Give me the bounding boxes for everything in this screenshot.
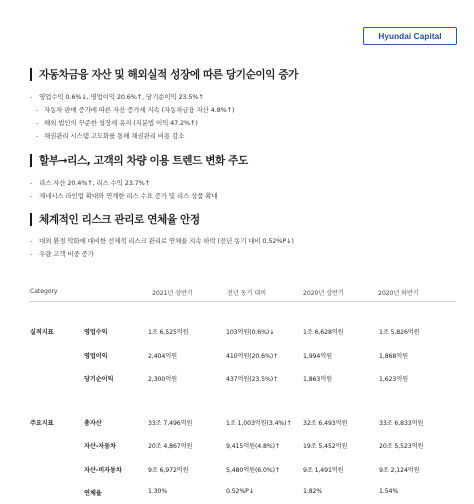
heading-bar bbox=[30, 68, 32, 81]
cell-2021-h1: 33조 7,496억원 bbox=[148, 419, 193, 427]
group-spacer bbox=[30, 390, 456, 410]
cell-2020-h1: 1조 6,628억원 bbox=[303, 329, 344, 336]
table-row bbox=[30, 480, 456, 504]
cell-yoy: 437억원(23.5%)↑ bbox=[226, 376, 279, 383]
section-net-income bbox=[30, 66, 298, 146]
cell-2020-h2: 1조 5,826억원 bbox=[379, 329, 420, 336]
bullet-list bbox=[30, 180, 248, 206]
section-heading bbox=[30, 66, 298, 82]
table-row bbox=[30, 343, 456, 367]
header-2021-h1: 2021년 상반기 bbox=[152, 290, 193, 297]
cell-2020-h1: 1.82% bbox=[303, 488, 323, 495]
cell-2020-h1: 9조 1,491억원 bbox=[303, 466, 344, 474]
cell-2020-h1: 32조 6,493억원 bbox=[303, 419, 348, 427]
section-lease-trend bbox=[30, 152, 248, 206]
row-label: 연체율 bbox=[84, 490, 102, 497]
bullet-text: 해외 법인의 꾸준한 성장세 유지 (지분법 이익 47.2%↑) bbox=[44, 119, 198, 127]
cell-2020-h2: 1.54% bbox=[379, 488, 399, 495]
group-label: 실적지표 bbox=[30, 329, 54, 336]
row-label: 자산-자동차 bbox=[84, 443, 116, 450]
cell-yoy: 1조 1,003억원(3.4%)↑ bbox=[226, 419, 292, 427]
header-2020-h2: 2020년 하반기 bbox=[378, 290, 419, 297]
header-yoy: 전년 동기 대비 bbox=[227, 290, 266, 297]
bullet-list bbox=[30, 94, 298, 146]
dash-marker: - bbox=[30, 192, 33, 200]
row-label: 영업수익 bbox=[84, 329, 108, 336]
heading-bar bbox=[30, 213, 32, 226]
bullet-text: 영업수익 0.6%↓, 영업이익 20.6%↑, 당기순이익 23.5%↑ bbox=[39, 93, 204, 101]
table-row bbox=[30, 410, 456, 434]
bullet-text: 자동차 판매 증가에 따른 자산 증가세 지속 (자동차금융 자산 4.8%↑) bbox=[44, 106, 235, 114]
section-heading bbox=[30, 152, 248, 168]
bullet-text: 리스 자산 20.4%↑, 리스 수익 23.7%↑ bbox=[39, 179, 150, 187]
cell-2020-h2: 20조 5,523억원 bbox=[379, 443, 424, 450]
dash-marker: - bbox=[30, 250, 33, 258]
dash-marker: - bbox=[36, 132, 39, 140]
cell-2021-h1: 20조 4,867억원 bbox=[148, 443, 193, 450]
cell-2021-h1: 1조 6,525억원 bbox=[148, 329, 189, 336]
section-risk-management bbox=[30, 211, 294, 264]
bullet-item bbox=[30, 193, 248, 206]
heading-bar bbox=[30, 154, 32, 167]
table-row bbox=[30, 366, 456, 390]
cell-2020-h1: 1,994억원 bbox=[303, 352, 332, 360]
group-label: 주요지표 bbox=[30, 419, 54, 427]
cell-yoy: 0.52%P↓ bbox=[226, 488, 254, 495]
sub-bullet-item bbox=[30, 133, 298, 146]
section-title: 할부→리스, 고객의 차량 이용 트렌드 변화 주도 bbox=[39, 154, 248, 167]
cell-yoy: 410억원(20.6%)↑ bbox=[226, 352, 279, 360]
bullet-text: 우량 고객 비중 증가 bbox=[39, 250, 94, 258]
row-label: 총자산 bbox=[84, 419, 102, 427]
header-category: Category bbox=[30, 288, 58, 295]
bullet-text: 제네시스 라인업 확대와 연계한 리스 수요 증가 및 리스 상품 확대 bbox=[39, 192, 218, 200]
bullet-text: 대외 환경 악화에 대비한 선제적 리스크 관리로 연체율 지속 하락 (전년 동기 대비 0.52%P↓) bbox=[39, 237, 294, 245]
cell-2020-h2: 33조 6,833억원 bbox=[379, 419, 424, 427]
cell-2021-h1: 2,300억원 bbox=[148, 376, 177, 383]
section-heading bbox=[30, 211, 294, 227]
cell-2020-h2: 1,623억원 bbox=[379, 376, 408, 383]
row-label: 영업이익 bbox=[84, 352, 108, 360]
section-title: 자동차금융 자산 및 해외실적 성장에 따른 당기순이익 증가 bbox=[39, 68, 299, 81]
cell-yoy: 5,480억원(6.0%)↑ bbox=[226, 466, 280, 474]
table-row bbox=[30, 319, 456, 343]
cell-2021-h1: 2,404억원 bbox=[148, 352, 177, 360]
dash-marker: - bbox=[36, 119, 39, 127]
header-2020-h1: 2020년 상반기 bbox=[303, 290, 344, 297]
row-label: 자산-비자동차 bbox=[84, 466, 122, 474]
bullet-item bbox=[30, 251, 294, 264]
cell-2020-h1: 19조 5,452억원 bbox=[303, 443, 348, 450]
table-header-row bbox=[30, 282, 456, 302]
bullet-list bbox=[30, 238, 294, 264]
cell-2020-h1: 1,863억원 bbox=[303, 376, 332, 383]
cell-yoy: 9,415억원(4.8%)↑ bbox=[226, 443, 280, 450]
section-title: 체계적인 리스크 관리로 연체율 안정 bbox=[39, 213, 200, 226]
cell-2020-h2: 9조 2,124억원 bbox=[379, 466, 420, 474]
dash-marker: - bbox=[36, 106, 39, 114]
dash-marker: - bbox=[30, 93, 33, 101]
dash-marker: - bbox=[30, 179, 33, 187]
hyundai-capital-logo: Hyundai Capital bbox=[363, 27, 457, 45]
table-row bbox=[30, 457, 456, 481]
row-label: 당기순이익 bbox=[84, 376, 114, 383]
table-row bbox=[30, 433, 456, 457]
financial-table bbox=[30, 282, 456, 504]
cell-yoy: 103억원(0.6%)↓ bbox=[226, 329, 275, 336]
cell-2021-h1: 9조 6,972억원 bbox=[148, 466, 189, 474]
cell-2021-h1: 1.30% bbox=[148, 488, 168, 495]
dash-marker: - bbox=[30, 237, 33, 245]
bullet-text: 채권관리 시스템 고도화를 통해 채권관리 비용 감소 bbox=[44, 132, 185, 140]
cell-2020-h2: 1,868억원 bbox=[379, 352, 408, 360]
